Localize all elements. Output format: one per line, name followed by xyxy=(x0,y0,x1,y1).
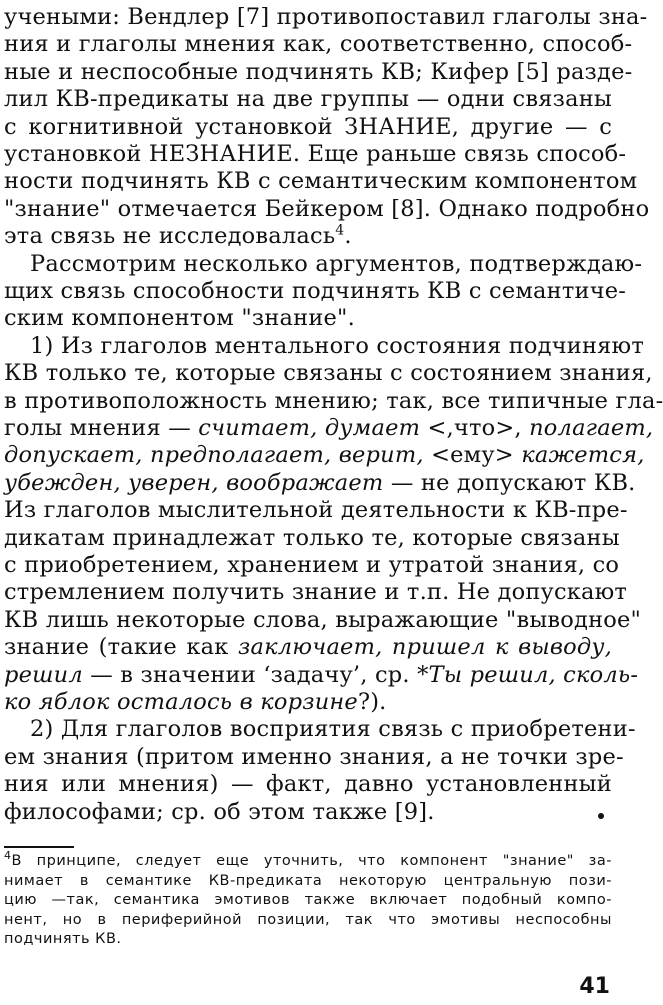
text-run: — в значении ‘задачу’, ср. * xyxy=(82,661,429,688)
text-run: <ему> xyxy=(423,442,522,469)
footnote-line: подчинять КВ. xyxy=(4,931,122,947)
text-line: КВ только те, которые связаны с состоянием знания, xyxy=(4,360,653,387)
text-line: ности подчинять КВ с семантическим компонентом xyxy=(4,168,638,195)
footnote-line: нент, но в периферийной позиции, так что эмотивы неспособны xyxy=(4,911,612,928)
text-line: 2) Для глаголов восприятия связь с приобретени- xyxy=(30,716,636,743)
text-line: в противоположность мнению; так, все типичные гла- xyxy=(4,387,663,414)
text-line: 1) Из глаголов ментального состояния подчиняют xyxy=(30,332,644,359)
footnote-mark: 4 xyxy=(4,849,12,863)
text-line: Рассмотрим несколько аргументов, подтверждаю- xyxy=(30,250,643,277)
text-line: с когнитивной установкой ЗНАНИЕ, другие — с xyxy=(4,113,612,140)
text-line: КВ лишь некоторые слова, выражающие "выводное" xyxy=(4,606,642,633)
italic-run: считает, думает xyxy=(198,415,421,441)
italic-run: кажется, xyxy=(521,442,645,469)
text-line xyxy=(4,223,612,250)
footnote-line xyxy=(4,849,612,872)
footnote-divider xyxy=(4,846,74,848)
text-line xyxy=(4,469,636,497)
text-run: — не допускают КВ. xyxy=(383,469,636,496)
italic-run: заключает, пришел к выводу, xyxy=(237,634,612,661)
text-line: ским компонентом "знание". xyxy=(4,305,355,332)
footnote-text: В принципе, следует еще уточнить, что компонент "знание" за- xyxy=(11,853,612,869)
text-run: ?). xyxy=(357,689,387,715)
text-run: знание (такие как xyxy=(4,634,238,661)
stray-dot xyxy=(598,813,604,819)
text-line xyxy=(4,442,645,469)
italic-run: решил xyxy=(4,661,83,688)
text-line xyxy=(4,661,639,689)
text-line: философами; ср. об этом также [9]. xyxy=(4,798,435,825)
italic-run: допускает, предполагает, верит, xyxy=(4,442,424,469)
text-line: стремлением получить знание и т.п. Не допускают xyxy=(4,579,628,606)
italic-run: Ты решил, сколь- xyxy=(428,661,639,688)
text-line: учеными: Вендлер [7] противопоставил глаголы зна- xyxy=(4,4,648,30)
text-run: голы мнения — xyxy=(4,415,199,441)
text-line xyxy=(4,634,612,661)
text-line: ния и глаголы мнения как, соответственно, способ- xyxy=(4,31,633,58)
text-line: лил КВ-предикаты на две группы — одни связаны xyxy=(4,86,612,113)
text-run: <,что>, xyxy=(420,415,530,441)
text-line: с приобретением, хранением и утратой знания, со xyxy=(4,552,620,578)
italic-run: убежден, уверен, воображает xyxy=(4,469,384,496)
italic-run: полагает, xyxy=(529,415,654,441)
text-line: "знание" отмечается Бейкером [8]. Однако подробно xyxy=(4,195,650,222)
italic-run: ко яблок осталось в корзине xyxy=(4,689,358,715)
text-line: установкой НЕЗНАНИЕ. Еще раньше связь способ- xyxy=(4,141,627,167)
text-line xyxy=(4,689,612,716)
text-line: щих связь способности подчинять КВ с семантиче- xyxy=(4,278,627,304)
footnote-line: нимает в семантике КВ-предиката некоторую центральную пози- xyxy=(4,872,612,889)
footnote-line: цию —так, семантика эмотивов также включает подобный компо- xyxy=(4,892,612,908)
text-line: дикатам принадлежат только те, которые связаны xyxy=(4,524,620,551)
text-line: ные и неспособные подчинять КВ; Кифер [5] разде- xyxy=(4,58,633,85)
text-line: Из глаголов мыслительной деятельности к КВ-пре- xyxy=(4,497,628,524)
text-run: эта связь не исследовалась xyxy=(4,223,336,250)
text-run: . xyxy=(344,223,352,250)
text-line xyxy=(4,415,654,442)
text-line: ем знания (притом именно знания, а не точки зре- xyxy=(4,743,624,770)
footnote-reference: 4 xyxy=(335,222,345,239)
text-line: ния или мнения) — факт, давно установленный xyxy=(4,771,612,798)
page-number: 41 xyxy=(579,974,610,999)
